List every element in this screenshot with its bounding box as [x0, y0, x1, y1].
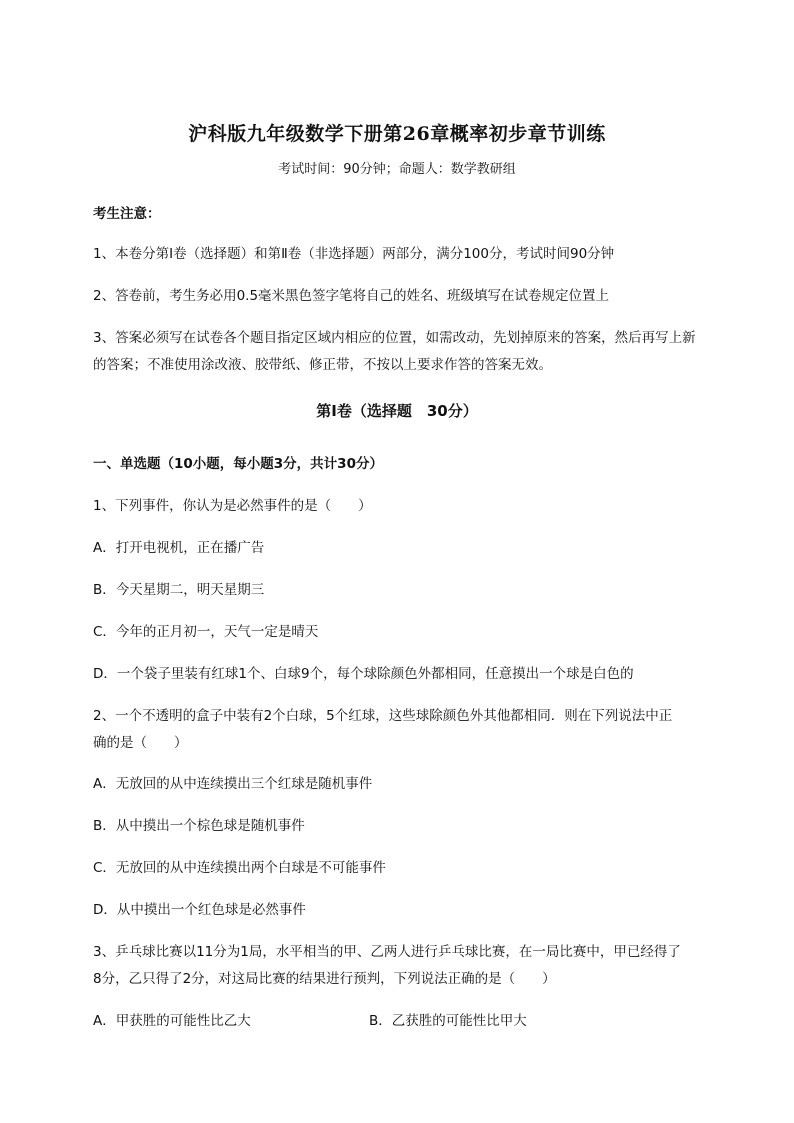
answer-option: B．从中摸出一个棕色球是随机事件	[93, 818, 305, 834]
answer-option: C．今年的正月初一，天气一定是晴天	[93, 624, 319, 640]
answer-option: B．乙获胜的可能性比甲大	[369, 1013, 527, 1029]
question-stem: 3、乒乓球比赛以11分为1局，水平相当的甲、乙两人进行乒乓球比赛，在一局比赛中，甲已经得了	[93, 944, 681, 960]
answer-option: A．无放回的从中连续摸出三个红球是随机事件	[93, 776, 373, 792]
answer-option: A．打开电视机，正在播广告	[93, 540, 265, 556]
question-stem: 1、下列事件，你认为是必然事件的是（ ）	[93, 498, 372, 514]
notice-item: 2、答卷前，考生务必用0.5毫米黑色签字笔将自己的姓名、班级填写在试卷规定位置上	[93, 288, 610, 304]
notice-item-continued: 的答案；不准使用涂改液、胶带纸、修正带，不按以上要求作答的答案无效。	[93, 357, 552, 373]
answer-option: D．一个袋子里装有红球1个、白球9个，每个球除颜色外都相同，任意摸出一个球是白色的	[93, 666, 634, 682]
notice-item: 3、答案必须写在试卷各个题目指定区域内相应的位置，如需改动，先划掉原来的答案，然后再写上新	[93, 330, 696, 346]
question-stem: 2、一个不透明的盒子中装有2个白球，5个红球，这些球除颜色外其他都相同．则在下列说法中正	[93, 708, 673, 724]
section-title: 第I卷（选择题 30分）	[316, 402, 478, 420]
answer-option: D．从中摸出一个红色球是必然事件	[93, 902, 306, 918]
part-heading: 一、单选题（10小题，每小题3分，共计30分）	[93, 456, 383, 472]
notice-heading: 考生注意：	[93, 206, 161, 222]
question-stem-continued: 确的是（ ）	[93, 735, 188, 751]
notice-item: 1、本卷分第I卷（选择题）和第Ⅱ卷（非选择题）两部分，满分100分，考试时间90分钟	[93, 246, 615, 262]
question-stem-continued: 8分，乙只得了2分，对这局比赛的结果进行预判，下列说法正确的是（ ）	[93, 971, 556, 987]
answer-option: B．今天星期二，明天星期三	[93, 582, 265, 598]
answer-option: A．甲获胜的可能性比乙大	[93, 1013, 251, 1029]
answer-option: C．无放回的从中连续摸出两个白球是不可能事件	[93, 860, 386, 876]
page-title: 沪科版九年级数学下册第26章概率初步章节训练	[188, 123, 606, 145]
exam-info: 考试时间：90分钟；命题人：数学教研组	[278, 162, 516, 177]
